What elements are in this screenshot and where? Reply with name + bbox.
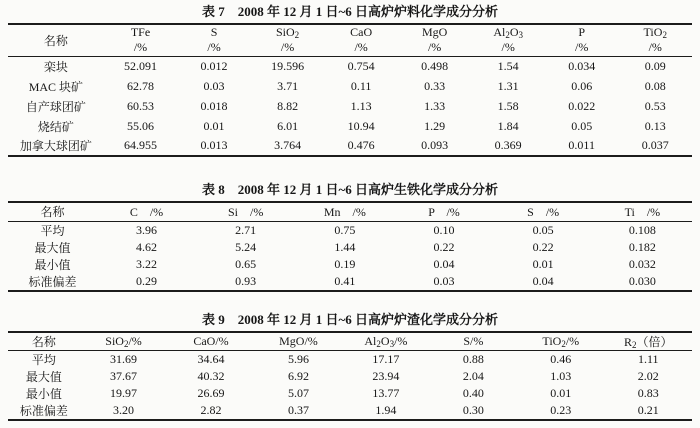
row-name: 自产球团矿 <box>25 99 86 114</box>
cell-value: 0.10 <box>433 222 455 237</box>
cell-value: 0.13 <box>644 118 666 133</box>
row-name: 烧结矿 <box>37 119 74 134</box>
table8-caption <box>8 182 692 197</box>
column-header-5: $Al_2O_3$ <box>493 25 523 40</box>
row-name: 最小值 <box>34 257 71 272</box>
table8-caption-label: 表 8 <box>201 182 225 197</box>
cell-value: 5.24 <box>235 239 257 254</box>
cell-value: 0.93 <box>235 273 257 288</box>
cell-value: 0.65 <box>235 256 257 271</box>
cell-value: 0.034 <box>568 58 596 73</box>
table9-caption-title: 2008 年 12 月 1 日~6 日高炉炉渣化学成分分析 <box>237 311 499 327</box>
cell-value: 0.41 <box>334 273 356 288</box>
table8-section <box>8 182 692 292</box>
table-row <box>8 116 692 136</box>
cell-value: 0.22 <box>532 239 554 254</box>
cell-value: 2.82 <box>200 403 222 417</box>
cell-value: 0.29 <box>135 273 157 288</box>
cell-value: 0.19 <box>334 256 356 271</box>
column-unit-6: /% <box>545 40 619 56</box>
name-column-header: 名称 <box>8 24 104 56</box>
column-header-2: MgO/% <box>255 332 342 351</box>
cell-value: 6.92 <box>287 369 309 383</box>
column-header-3: $Al_2O_3/\%$ <box>342 332 429 351</box>
table-row <box>8 96 692 116</box>
cell-value: 0.04 <box>433 256 455 271</box>
table7-caption <box>8 4 692 19</box>
table7-burden-composition <box>8 23 692 157</box>
table7-caption-label: 表 7 <box>201 4 225 19</box>
table8-hot-metal-composition <box>8 201 692 292</box>
table-row <box>8 368 692 385</box>
column-header-5: TiO$_2$/% <box>517 332 604 351</box>
cell-value: 1.31 <box>497 78 519 93</box>
column-header-3: P /% <box>394 202 493 221</box>
cell-value: 3.96 <box>135 222 157 237</box>
cell-value: 0.22 <box>433 239 455 254</box>
column-header-1: CaO/% <box>167 332 254 351</box>
table-row <box>8 351 692 369</box>
cell-value: 0.83 <box>637 386 659 400</box>
cell-value: 17.17 <box>372 352 400 366</box>
cell-value: 0.022 <box>568 98 596 113</box>
row-name: 平均 <box>31 353 56 367</box>
cell-value: 0.108 <box>628 222 656 237</box>
table8-caption-title: 2008 年 12 月 1 日~6 日高炉生铁化学成分分析 <box>237 182 499 197</box>
name-column-header: 名称 <box>8 332 80 351</box>
cell-value: 0.75 <box>334 222 356 237</box>
cell-value: 13.77 <box>372 386 400 400</box>
column-header-5: Ti /% <box>593 202 692 221</box>
cell-value: 2.04 <box>462 369 484 383</box>
cell-value: 40.32 <box>197 369 225 383</box>
cell-value: 0.018 <box>200 98 228 113</box>
column-header-2: Mn /% <box>295 202 394 221</box>
cell-value: 23.94 <box>372 369 400 383</box>
cell-value: 1.11 <box>637 352 659 366</box>
column-header-1: Si /% <box>196 202 295 221</box>
column-unit-7: /% <box>618 40 692 56</box>
table-row <box>8 221 692 239</box>
cell-value: 19.596 <box>271 58 305 73</box>
column-header-0: C /% <box>97 202 196 221</box>
table-row <box>8 256 692 273</box>
cell-value: 3.71 <box>277 78 299 93</box>
row-name: 加拿大球团矿 <box>19 139 92 153</box>
cell-value: 0.476 <box>347 138 375 152</box>
cell-value: 0.05 <box>532 222 554 237</box>
column-header-3: CaO <box>350 25 373 39</box>
cell-value: 34.64 <box>197 352 225 366</box>
cell-value: 1.13 <box>350 98 372 113</box>
cell-value: 0.40 <box>462 386 484 400</box>
cell-value: 10.94 <box>347 118 375 133</box>
column-unit-0: /% <box>104 40 178 56</box>
table-row <box>8 402 692 420</box>
cell-value: 0.754 <box>347 58 375 73</box>
cell-value: 52.091 <box>124 58 158 73</box>
row-name: 标准偏差 <box>28 274 77 289</box>
row-name: 最小值 <box>25 387 62 401</box>
cell-value: 0.037 <box>641 138 669 152</box>
cell-value: 2.02 <box>637 369 659 383</box>
cell-value: 1.54 <box>497 58 519 73</box>
cell-value: 0.182 <box>628 239 656 254</box>
table-row <box>8 76 692 96</box>
table7-section <box>8 4 692 157</box>
cell-value: 1.03 <box>550 369 572 383</box>
column-header-6: $R_2$（倍） <box>605 332 692 351</box>
cell-value: 5.96 <box>287 352 309 366</box>
name-column-header: 名称 <box>8 202 97 221</box>
cell-value: 1.94 <box>375 403 397 417</box>
table-row <box>8 239 692 256</box>
cell-value: 0.093 <box>421 138 449 152</box>
cell-value: 0.21 <box>637 403 659 417</box>
column-unit-3: /% <box>324 40 398 56</box>
cell-value: 1.58 <box>497 98 519 113</box>
cell-value: 0.498 <box>421 58 449 73</box>
column-header-4: S/% <box>430 332 517 351</box>
column-header-6: P <box>578 25 586 39</box>
cell-value: 1.44 <box>334 239 356 254</box>
cell-value: 0.012 <box>200 58 228 73</box>
column-header-0: TFe <box>130 25 151 39</box>
cell-value: 8.82 <box>277 98 299 113</box>
table9-section <box>8 312 692 422</box>
column-unit-4: /% <box>398 40 472 56</box>
row-name: 平均 <box>40 223 65 238</box>
column-header-4: S /% <box>494 202 593 221</box>
cell-value: 0.03 <box>433 273 455 288</box>
cell-value: 0.032 <box>628 256 656 271</box>
cell-value: 4.62 <box>135 239 157 254</box>
table9-slag-composition <box>8 331 692 422</box>
cell-value: 0.08 <box>644 78 666 93</box>
cell-value: 0.53 <box>644 98 666 113</box>
cell-value: 0.01 <box>532 256 554 271</box>
cell-value: 5.07 <box>287 386 309 400</box>
row-name: 栾块 <box>43 59 68 74</box>
cell-value: 0.011 <box>568 138 595 152</box>
cell-value: 1.33 <box>424 98 446 113</box>
cell-value: 0.33 <box>424 78 446 93</box>
cell-value: 0.369 <box>494 138 522 152</box>
row-name: 标准偏差 <box>19 404 68 418</box>
column-unit-5: /% <box>471 40 545 56</box>
column-header-7: TiO$_2$ <box>643 25 667 40</box>
cell-value: 0.23 <box>550 403 572 417</box>
row-name: 最大值 <box>34 240 71 255</box>
cell-value: 3.764 <box>274 138 302 152</box>
cell-value: 19.97 <box>110 386 138 400</box>
cell-value: 55.06 <box>127 118 155 133</box>
cell-value: 6.01 <box>277 118 299 133</box>
table-row <box>8 385 692 402</box>
cell-value: 0.46 <box>550 352 572 366</box>
cell-value: 26.69 <box>197 386 225 400</box>
cell-value: 64.955 <box>124 138 158 152</box>
cell-value: 3.22 <box>135 256 157 271</box>
cell-value: 0.11 <box>350 78 372 93</box>
cell-value: 1.29 <box>424 118 446 133</box>
cell-value: 3.20 <box>113 403 135 417</box>
cell-value: 1.84 <box>497 118 519 133</box>
cell-value: 0.030 <box>628 273 656 288</box>
table-row <box>8 56 692 76</box>
row-name: 最大值 <box>25 370 62 384</box>
cell-value: 0.37 <box>287 403 309 417</box>
cell-value: 0.013 <box>200 138 228 152</box>
row-name: MAC 块矿 <box>28 79 84 94</box>
column-header-0: SiO$_2$/% <box>80 332 167 351</box>
cell-value: 0.30 <box>462 403 484 417</box>
table9-caption-label: 表 9 <box>201 311 225 327</box>
cell-value: 62.78 <box>127 78 155 93</box>
cell-value: 2.71 <box>235 222 257 237</box>
table7-caption-title: 2008 年 12 月 1 日~6 日高炉炉料化学成分分析 <box>237 4 499 19</box>
table-row <box>8 136 692 156</box>
cell-value: 0.01 <box>203 118 225 133</box>
cell-value: 0.05 <box>571 118 593 133</box>
column-unit-1: /% <box>177 40 251 56</box>
column-unit-2: /% <box>251 40 325 56</box>
cell-value: 37.67 <box>110 369 138 383</box>
cell-value: 60.53 <box>127 98 155 113</box>
column-header-2: SiO$_2$ <box>275 25 300 40</box>
table9-caption <box>8 312 692 327</box>
cell-value: 31.69 <box>110 352 138 366</box>
column-header-4: MgO <box>421 25 448 39</box>
cell-value: 0.01 <box>550 386 572 400</box>
cell-value: 0.06 <box>571 78 593 93</box>
cell-value: 0.88 <box>462 352 484 366</box>
cell-value: 0.09 <box>644 58 666 73</box>
cell-value: 0.03 <box>203 78 225 93</box>
table-row <box>8 273 692 291</box>
cell-value: 0.04 <box>532 273 554 288</box>
column-header-1: S <box>210 25 218 39</box>
